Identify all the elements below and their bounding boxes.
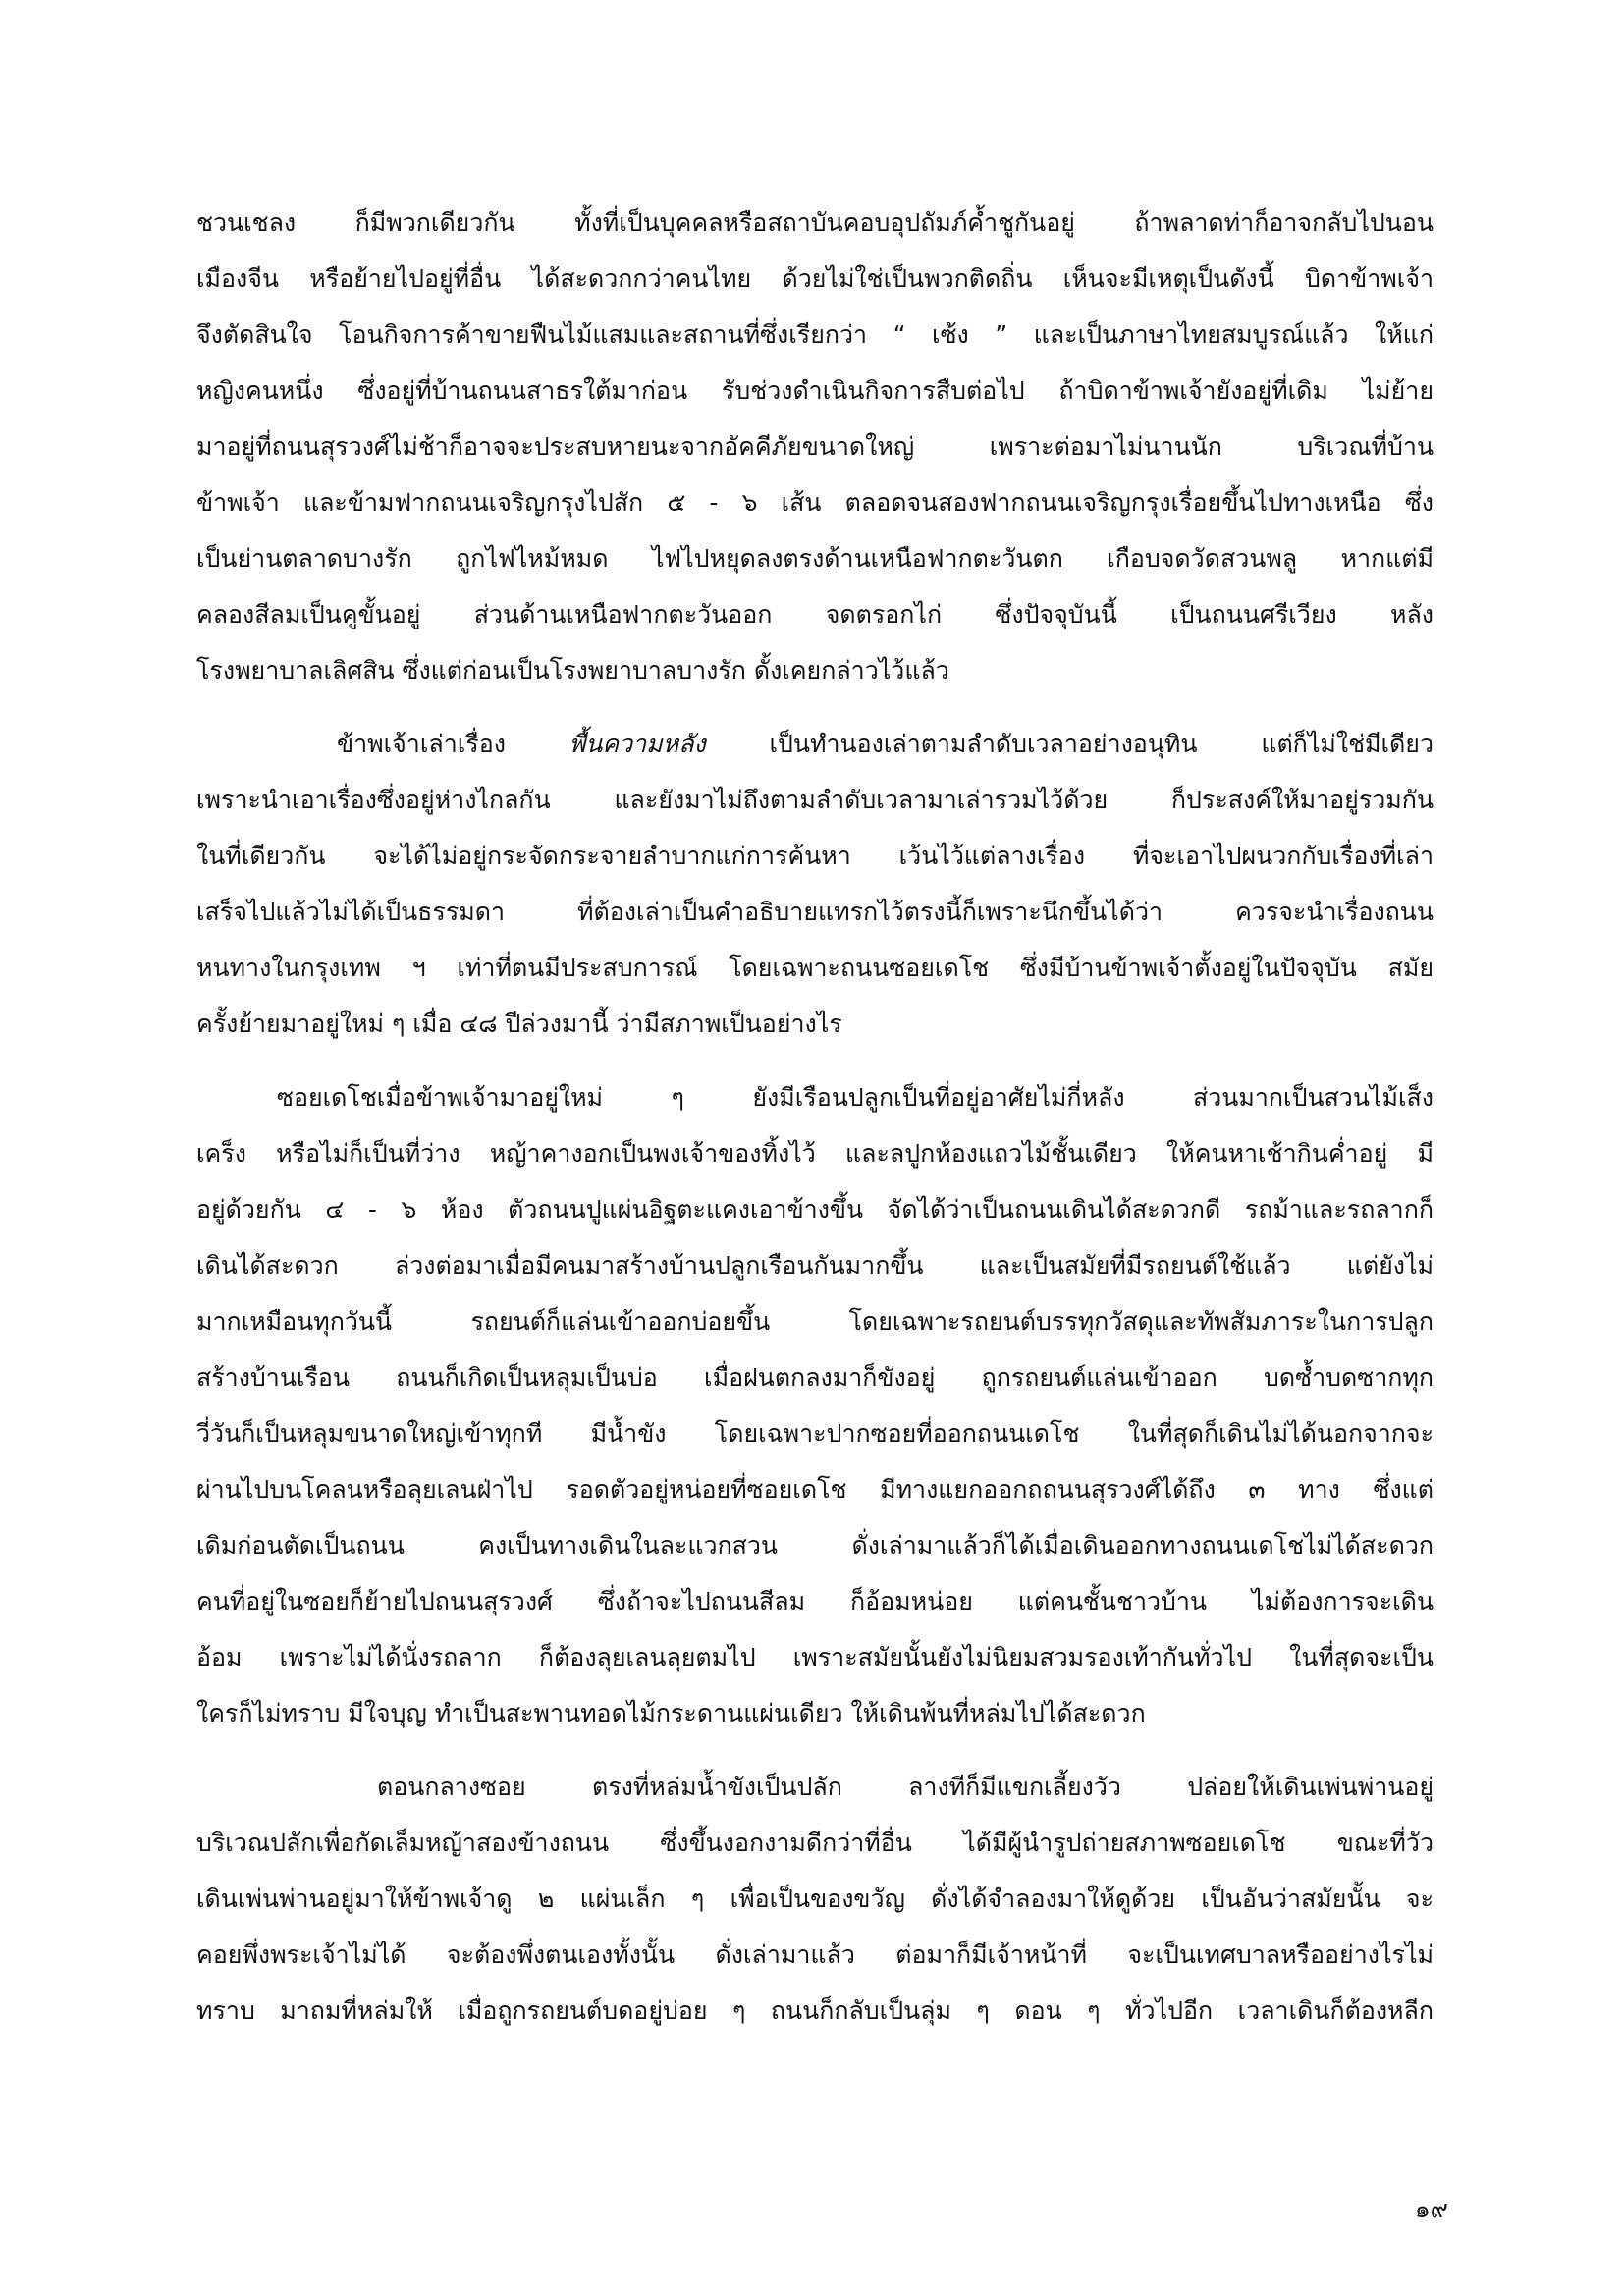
paragraph-line: สร้างบ้านเรือน ถนนก็เกิดเป็นหลุมเป็นบ่อ เมื่อฝนตกลงมาก็ขังอยู่ ถูกรถยนต์แล่นเข้าออก บดซ้ำบดซากทุก <box>196 1363 1434 1392</box>
paragraph-line: เสร็จไปแล้วไม่ได้เป็นธรรมดา ที่ต้องเล่าเป็นคำอธิบายแทรกไว้ตรงนี้ก็เพราะนึกขึ้นได้ว่า ควรจะนำเรื่องถนน <box>196 898 1434 926</box>
paragraph-line: คนที่อยู่ในซอยก็ย้ายไปถนนสุรวงศ์ ซึ่งถ้าจะไปถนนสีลม ก็อ้อมหน่อย แต่คนชั้นชาวบ้าน ไม่ต้องการจะเดิน <box>196 1587 1434 1615</box>
paragraph-line: จึงตัดสินใจ โอนกิจการค้าขายฟืนไม้แสมและสถานที่ซึ่งเรียกว่า “ เซ้ง ” และเป็นภาษาไทยสมบูรณ์แล้ว ให้แก่ <box>196 320 1434 349</box>
paragraph-2 <box>196 716 1434 1052</box>
paragraph-line: มากเหมือนทุกวันนี้ รถยนต์ก็แล่นเข้าออกบ่อยขึ้น โดยเฉพาะรถยนต์บรรทุกวัสดุและทัพสัมภาระในการปลูก <box>196 1307 1434 1336</box>
page-number: ๑๙ <box>1414 2195 1448 2223</box>
paragraph-line: วี่วันก็เป็นหลุมขนาดใหญ่เข้าทุกที มีน้ำขัง โดยเฉพาะปากซอยที่ออกถนนเดโช ในที่สุดก็เดินไม่ได้นอกจากจะ <box>196 1419 1434 1448</box>
paragraph-line: บริเวณปลักเพื่อกัดเล็มหญ้าสองข้างถนน ซึ่งขึ้นงอกงามดีกว่าที่อื่น ได้มีผู้นำรูปถ่ายสภาพซอยเดโช ขณะที่วัว <box>196 1829 1434 1857</box>
paragraph-line: หญิงคนหนึ่ง ซึ่งอยู่ที่บ้านถนนสาธรใต้มาก่อน รับช่วงดำเนินกิจการสืบต่อไป ถ้าบิดาข้าพเจ้ายังอยู่ที่เดิม ไม่ย้าย <box>196 376 1434 405</box>
paragraph-gap <box>196 1052 1434 1069</box>
body-text <box>196 194 1434 2039</box>
paragraph-line: อยู่ด้วยกัน ๔ - ๖ ห้อง ตัวถนนปูแผ่นอิฐตะแคงเอาข้างขึ้น จัดได้ว่าเป็นถนนเดินได้สะดวกดี รถม้าและรถลากก็ <box>196 1195 1434 1224</box>
paragraph-line: เป็นย่านตลาดบางรัก ถูกไฟไหม้หมด ไฟไปหยุดลงตรงด้านเหนือฟากตะวันตก เกือบจดวัดสวนพลู หากแต่มี <box>196 544 1434 573</box>
paragraph-first-line: ซอยเดโชเมื่อข้าพเจ้ามาอยู่ใหม่ ๆ ยังมีเรือนปลูกเป็นที่อยู่อาศัยไม่กี่หลัง ส่วนมากเป็นสวนไม้เส็ง <box>277 1083 1434 1112</box>
paragraph-line: เคร็ง หรือไม่ก็เป็นที่ว่าง หญ้าคางอกเป็นพงเจ้าของทิ้งไว้ และลปูกห้องแถวไม้ชั้นเดียว ให้คนหาเช้ากินค่ำอยู่ มี <box>196 1139 1434 1168</box>
paragraph-line: ครั้งย้ายมาอยู่ใหม่ ๆ เมื่อ ๔๘ ปีล่วงมานี้ ว่ามีสภาพเป็นอย่างไร <box>196 1010 842 1038</box>
paragraph-line: ผ่านไปบนโคลนหรือลุยเลนฝ่าไป รอดตัวอยู่หน่อยที่ซอยเดโช มีทางแยกออกถถนนสุรวงศ์ได้ถึง ๓ ทาง ซึ่งแต่ <box>196 1475 1434 1503</box>
paragraph-gap <box>196 1741 1434 1759</box>
paragraph-line: เพราะนำเอาเรื่องซึ่งอยู่ห่างไกลกัน และยังมาไม่ถึงตามลำดับเวลามาเล่ารวมไว้ด้วย ก็ประสงค์ให้มาอยู่รวมกัน <box>196 786 1434 814</box>
paragraph-line: เดินได้สะดวก ล่วงต่อมาเมื่อมีคนมาสร้างบ้านปลูกเรือนกันมากขึ้น และเป็นสมัยที่มีรถยนต์ใช้แล้ว แต่ยังไม่ <box>196 1251 1434 1280</box>
paragraph-line: ทราบ มาถมที่หล่มให้ เมื่อถูกรถยนต์บดอยู่บ่อย ๆ ถนนก็กลับเป็นลุ่ม ๆ ดอน ๆ ทั่วไปอีก เวลาเดินก็ต้องหลีก <box>196 1996 1434 2025</box>
paragraph-gap <box>196 698 1434 716</box>
paragraph-line: หนทางในกรุงเทพ ฯ เท่าที่ตนมีประสบการณ์ โดยเฉพาะถนนซอยเดโช ซึ่งมีบ้านข้าพเจ้าตั้งอยู่ในปัจจุบัน สมัย <box>196 954 1434 982</box>
paragraph-line: อ้อม เพราะไม่ได้นั่งรถลาก ก็ต้องลุยเลนลุยตมไป เพราะสมัยนั้นยังไม่นิยมสวมรองเท้ากันทั่วไป ในที่สุดจะเป็น <box>196 1643 1434 1671</box>
line-suffix: เป็นทำนองเล่าตามลำดับเวลาอย่างอนุทิน แต่ก็ไม่ใช่มีเดียว <box>705 730 1434 758</box>
line-prefix: ข้าพเจ้าเล่าเรื่อง <box>337 730 569 758</box>
paragraph-3 <box>196 1069 1434 1741</box>
paragraph-4 <box>196 1759 1434 2039</box>
paragraph-line: มาอยู่ที่ถนนสุรวงศ์ไม่ช้าก็อาจจะประสบหายนะจากอัคคีภัยขนาดใหญ่ เพราะต่อมาไม่นานนัก บริเวณที่บ้าน <box>196 432 1434 461</box>
paragraph-1 <box>196 194 1434 698</box>
paragraph-line: ชวนเชลง ก็มีพวกเดียวกัน ทั้งที่เป็นบุคคลหรือสถาบันคอบอุปถัมภ์ค้ำชูกันอยู่ ถ้าพลาดท่าก็อาจกลับไปนอน <box>196 208 1434 237</box>
paragraph-line: เมืองจีน หรือย้ายไปอยู่ที่อื่น ได้สะดวกกว่าคนไทย ด้วยไม่ใช่เป็นพวกติดถิ่น เห็นจะมีเหตุเป็นดังนี้ บิดาข้าพเจ้า <box>196 264 1434 293</box>
paragraph-line: ในที่เดียวกัน จะได้ไม่อยู่กระจัดกระจายลำบากแก่การค้นหา เว้นไว้แต่ลางเรื่อง ที่จะเอาไปผนวกกับเรื่องที่เล่า <box>196 842 1434 870</box>
paragraph-line: ข้าพเจ้า และข้ามฟากถนนเจริญกรุงไปสัก ๕ - ๖ เส้น ตลอดจนสองฟากถนนเจริญกรุงเรื่อยขึ้นไปทางเหนือ ซึ่ง <box>196 488 1434 517</box>
paragraph-line: คลองสีลมเป็นคูขั้นอยู่ ส่วนด้านเหนือฟากตะวันออก จดตรอกไก่ ซึ่งปัจจุบันนี้ เป็นถนนศรีเวียง หลัง <box>196 600 1434 629</box>
paragraph-line: คอยพึ่งพระเจ้าไม่ได้ จะต้องพึ่งตนเองทั้งนั้น ดั่งเล่ามาแล้ว ต่อมาก็มีเจ้าหน้าที่ จะเป็นเทศบาลหรืออย่างไรไม่ <box>196 1941 1434 1969</box>
paragraph-line: เดิมก่อนตัดเป็นถนน คงเป็นทางเดินในละแวกสวน ดั่งเล่ามาแล้วก็ได้เมื่อเดินออกทางถนนเดโชไม่ได้สะดวก <box>196 1531 1434 1559</box>
book-title-emphasis: พื้นความหลัง <box>568 730 706 758</box>
paragraph-first-line <box>196 716 1434 772</box>
paragraph-line: ใครก็ไม่ทราบ มีใจบุญ ทำเป็นสะพานทอดไม้กระดานแผ่นเดียว ให้เดินพ้นที่หล่มไปได้สะดวก <box>196 1699 1146 1727</box>
paragraph-first-line: ตอนกลางซอย ตรงที่หล่มน้ำขังเป็นปลัก ลางทีก็มีแขกเลี้ยงวัว ปล่อยให้เดินเพ่นพ่านอยู่ <box>377 1773 1434 1801</box>
paragraph-line: โรงพยาบาลเลิศสิน ซึ่งแต่ก่อนเป็นโรงพยาบาลบางรัก ดั้งเคยกล่าวไว้แล้ว <box>196 656 949 684</box>
paragraph-line: เดินเพ่นพ่านอยู่มาให้ข้าพเจ้าดู ๒ แผ่นเล็ก ๆ เพื่อเป็นของขวัญ ดั่งได้จำลองมาให้ดูด้วย เป็นอันว่าสมัยนั้น จะ <box>196 1885 1434 1913</box>
